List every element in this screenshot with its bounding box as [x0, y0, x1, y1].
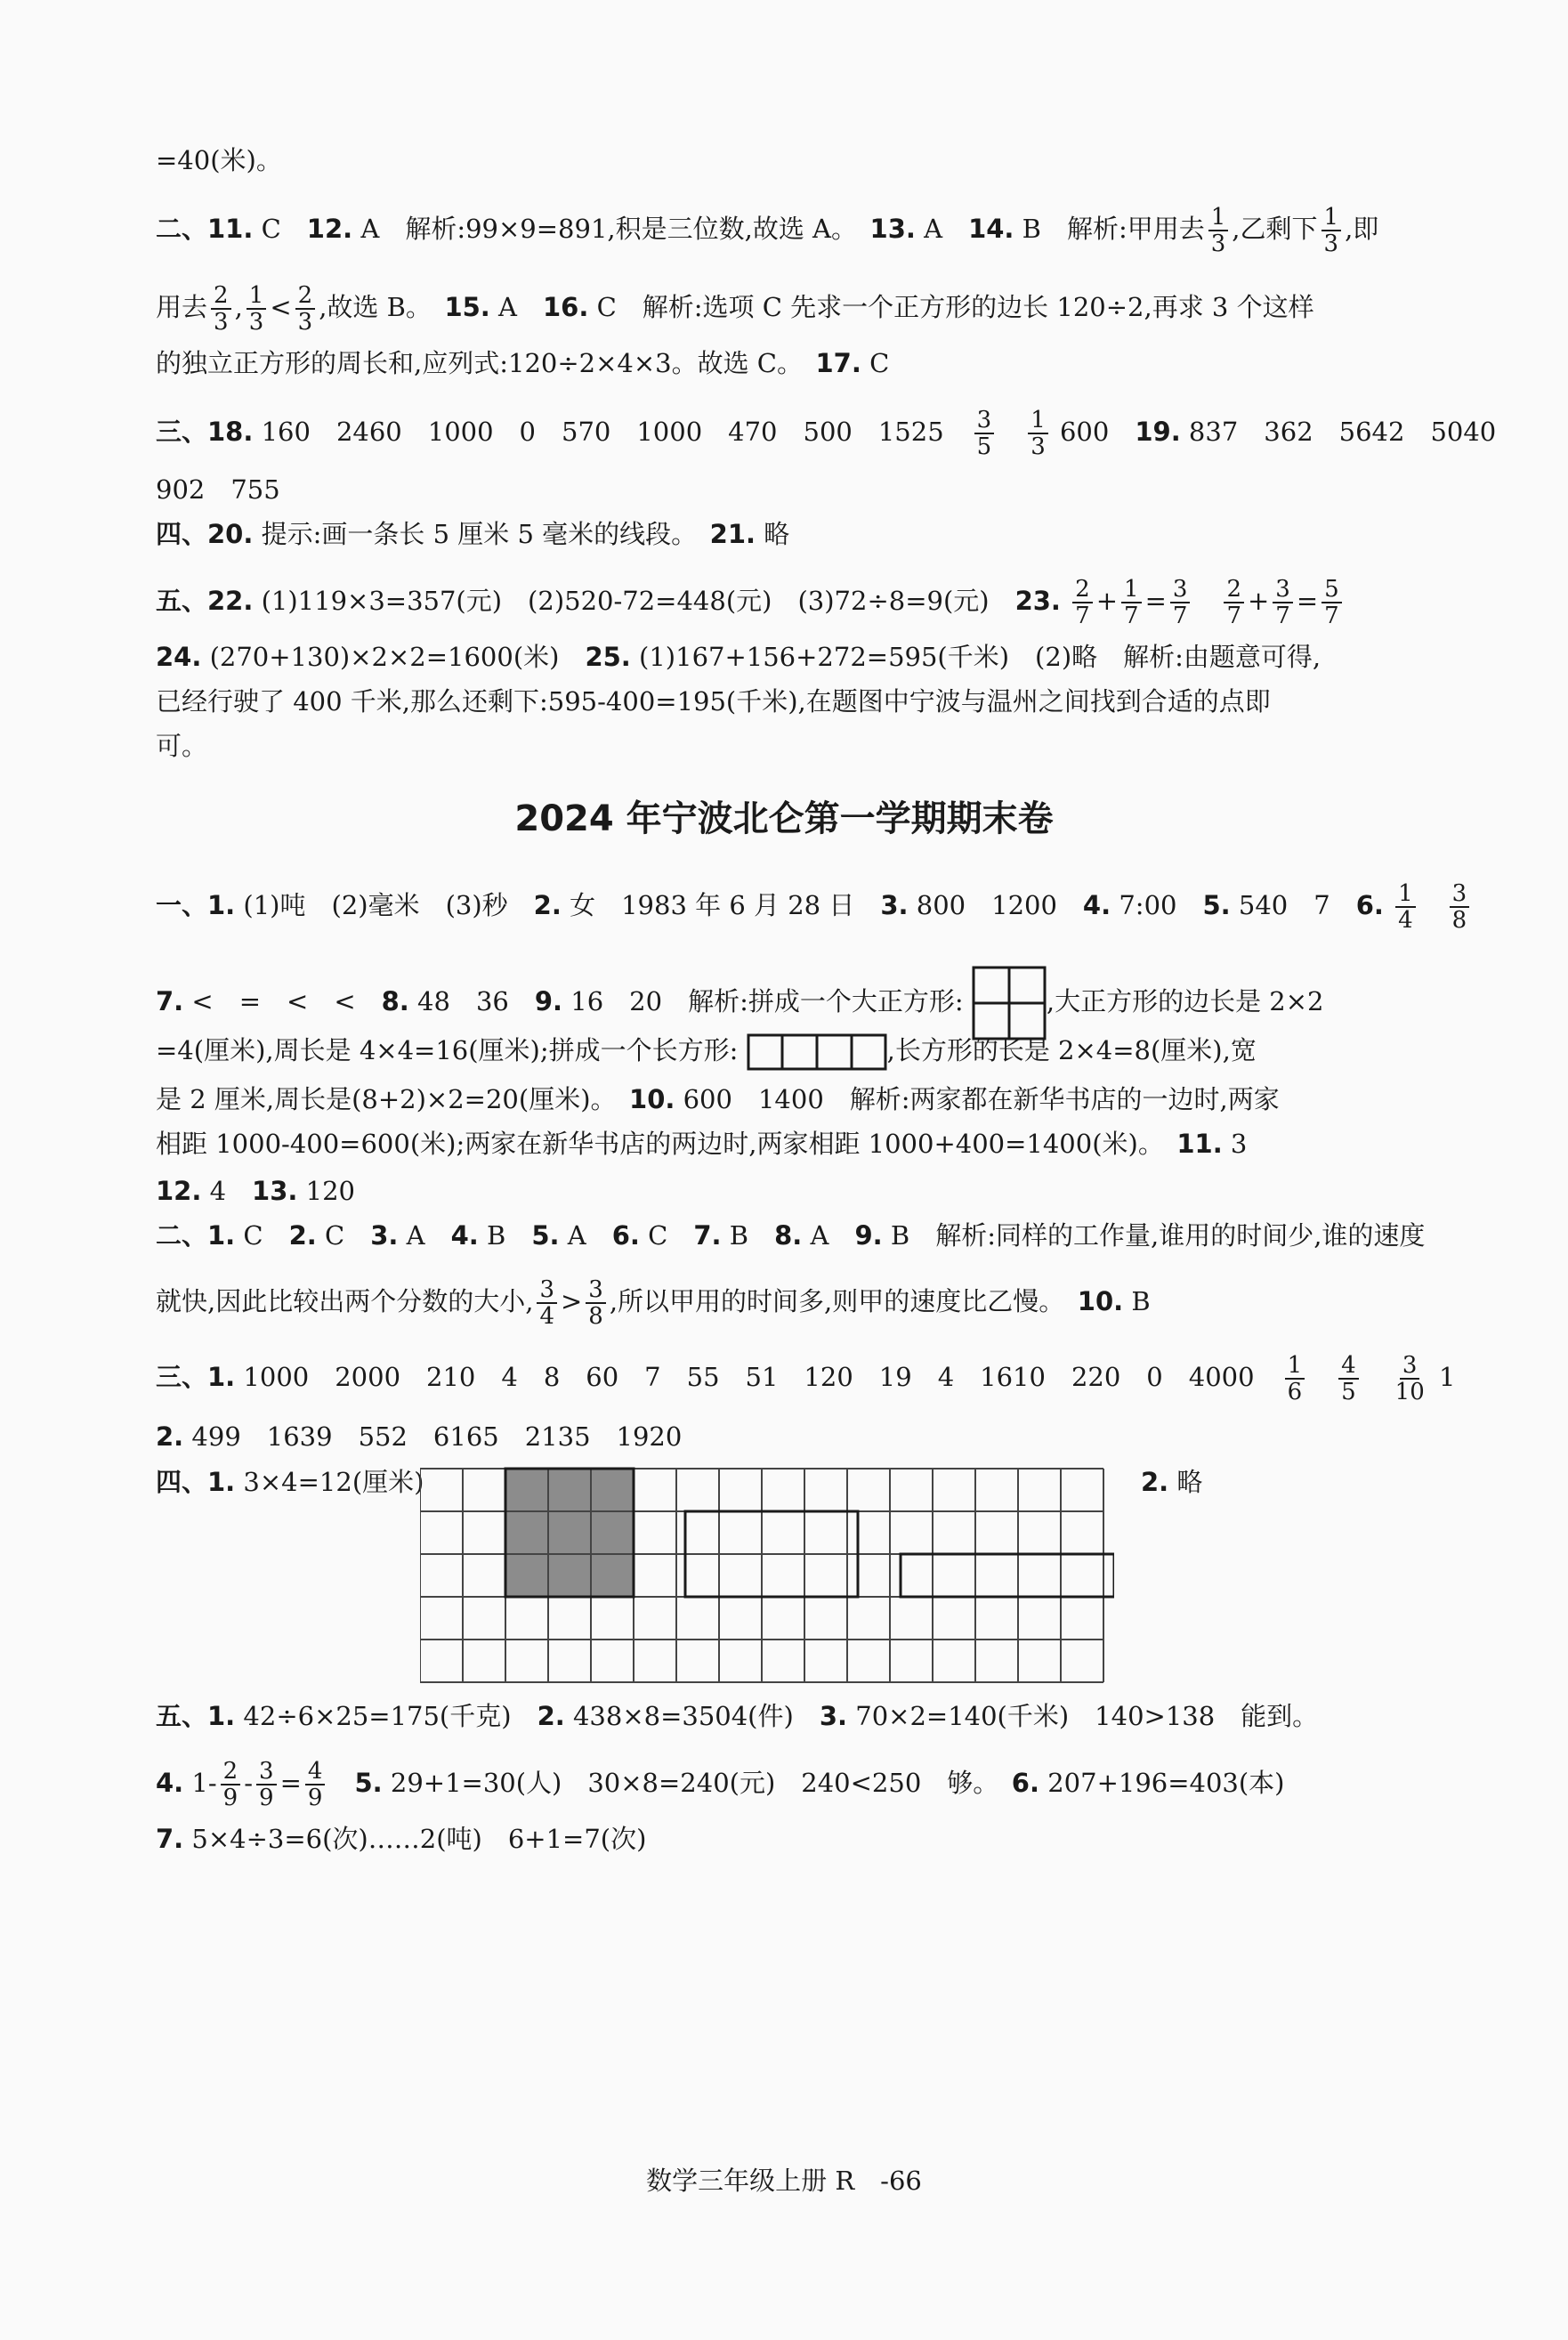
q-number: 四、20. [156, 519, 254, 549]
answer: 用去 [156, 292, 208, 322]
answer: 16 20 解析:拼成一个大正方形: [562, 986, 964, 1016]
answer: B 解析:同样的工作量,谁用的时间少,谁的速度 [882, 1220, 1426, 1251]
answer: 70×2=140(千米) 140>138 能到。 [847, 1701, 1319, 1731]
answer: ,大正方形的边长是 2×2 [1046, 986, 1324, 1016]
text-line [156, 1759, 1285, 1810]
q-number: 3. [370, 1220, 399, 1251]
text-line [156, 1821, 646, 1857]
q-number: 2. [533, 890, 562, 920]
answer: 1 [1430, 1362, 1456, 1392]
answer: 相距 1000-400=600(米);两家在新华书店的两边时,两家相距 1000+400=1400(米)。 [156, 1129, 1177, 1159]
text: + [1095, 586, 1119, 616]
q-number: 15. [444, 292, 490, 322]
fraction: $\frac{2}{7}$ [1224, 577, 1244, 628]
q-number: 13. [869, 214, 916, 244]
text: > [560, 1286, 583, 1316]
q-number: 6. [611, 1220, 640, 1251]
answer: 7:00 [1111, 890, 1203, 920]
answer: C [253, 214, 307, 244]
text-line [156, 1464, 424, 1500]
q-number: 7. [156, 986, 184, 1016]
answer: B 解析:甲用去 [1014, 214, 1205, 244]
q-number: 2. [156, 1421, 184, 1452]
answer: B [1123, 1286, 1151, 1316]
text-line [1141, 1464, 1202, 1500]
q-number: 9. [534, 986, 563, 1016]
answer: 已经行驶了 400 千米,那么还剩下:595-400=195(千米),在题图中宁波与温州之间找到合适的点即 [156, 686, 1271, 717]
answer: 是 2 厘米,周长是(8+2)×2=20(厘米)。 [156, 1084, 630, 1114]
q-number: 四、1. [156, 1467, 236, 1497]
answer: (270+130)×2×2=1600(米) [201, 642, 586, 672]
answer: 略 [756, 519, 790, 549]
answer: (1)167+156+272=595(千米) (2)略 解析:由题意可得, [630, 642, 1321, 672]
q-number: 五、1. [156, 1701, 236, 1731]
fraction: $\frac{1}{7}$ [1121, 577, 1142, 628]
answer: A [489, 292, 543, 322]
q-number: 23. [1014, 586, 1061, 616]
q-number: 25. [585, 642, 631, 672]
grid-figure [420, 1467, 1114, 1688]
text-line [156, 684, 1271, 719]
answer: 837 362 5642 5040 [1180, 417, 1497, 447]
answer: 就快,因此比较出两个分数的大小, [156, 1286, 534, 1316]
answer: A [915, 214, 969, 244]
answer: 160 2460 1000 0 570 1000 470 500 1525 [253, 417, 944, 447]
fraction: $\frac{1}{3}$ [1028, 408, 1048, 459]
answer: C [235, 1220, 289, 1251]
text-line [156, 408, 1496, 459]
rectangle-grid-icon [747, 1033, 887, 1071]
q-number: 10. [629, 1084, 675, 1114]
text-line [156, 639, 1321, 675]
q-number: 二、1. [156, 1220, 236, 1251]
q-number: 8. [774, 1220, 803, 1251]
text: = [279, 1768, 302, 1798]
fraction: $\frac{4}{9}$ [305, 1759, 326, 1810]
answer: A [559, 1220, 612, 1251]
answer: 499 1639 552 6165 2135 1920 [183, 1421, 683, 1452]
answer: 5×4÷3=6(次)……2(吨) 6+1=7(次) [183, 1824, 647, 1854]
q-number: 3. [819, 1701, 848, 1731]
fraction: $\frac{3}{5}$ [974, 408, 995, 459]
answer: 600 1400 解析:两家都在新华书店的一边时,两家 [675, 1084, 1280, 1114]
page-footer: 数学三年级上册 R -66 [646, 2166, 922, 2196]
answer: ,所以甲用的时间多,则甲的速度比乙慢。 [609, 1286, 1078, 1316]
text-line [156, 142, 282, 178]
q-number: 6. [1355, 890, 1384, 920]
q-number: 三、1. [156, 1362, 236, 1392]
q-number: 6. [1011, 1768, 1039, 1798]
fraction: $\frac{2}{3}$ [295, 283, 316, 335]
text-line [156, 577, 1346, 628]
answer: (1)119×3=357(元) (2)520-72=448(元) (3)72÷8=9(元) [253, 586, 1015, 616]
answer: 的独立正方形的周长和,应列式:120÷2×4×3。故选 C。 [156, 348, 816, 378]
text-line [156, 205, 1378, 256]
answer: 29+1=30(人) 30×8=240(元) 240<250 够。 [382, 1768, 1012, 1798]
answer: 207+196=403(本) [1039, 1768, 1285, 1798]
q-number: 5. [1202, 890, 1231, 920]
text [328, 1768, 354, 1798]
q-number: 4. [156, 1768, 184, 1798]
q-number: 五、22. [156, 586, 254, 616]
text: = [1296, 586, 1319, 616]
text-line [156, 966, 1324, 1040]
q-number: 2. [1141, 1467, 1169, 1497]
answer: 800 1200 [908, 890, 1083, 920]
answer: < = < < [183, 986, 382, 1016]
q-number: 5. [531, 1220, 560, 1251]
answer: 女 1983 年 6 月 28 日 [561, 890, 881, 920]
text-line [156, 1353, 1455, 1405]
answer: C [639, 1220, 694, 1251]
q-number: 5. [354, 1768, 383, 1798]
text-line [156, 1277, 1151, 1329]
answer: 3 [1222, 1129, 1248, 1159]
text-line [156, 1081, 1280, 1117]
text-line [156, 728, 207, 764]
text-line [156, 283, 1314, 335]
answer: A [802, 1220, 855, 1251]
text-line [156, 472, 280, 507]
q-number: 2. [288, 1220, 317, 1251]
q-number: 二、11. [156, 214, 254, 244]
q-number: 9. [854, 1220, 883, 1251]
q-number: 一、1. [156, 890, 236, 920]
fraction: $\frac{5}{7}$ [1321, 577, 1342, 628]
answer: 600 [1051, 417, 1136, 447]
answer: 提示:画一条长 5 厘米 5 毫米的线段。 [253, 519, 710, 549]
q-number: 7. [156, 1824, 184, 1854]
fraction: $\frac{1}{4}$ [1395, 881, 1416, 933]
answer: 540 7 [1230, 890, 1356, 920]
fraction: $\frac{3}{8}$ [586, 1277, 606, 1329]
fraction: $\frac{1}{3}$ [1321, 205, 1342, 256]
q-number: 4. [1082, 890, 1111, 920]
answer: ,乙剩下 [1232, 214, 1318, 244]
fraction: $\frac{3}{7}$ [1273, 577, 1293, 628]
answer: C 解析:选项 C 先求一个正方形的边长 120÷2,再求 3 个这样 [588, 292, 1314, 322]
answer: A [398, 1220, 451, 1251]
answer: 1- [183, 1768, 217, 1798]
q-number: 12. [156, 1176, 202, 1206]
square-grid-icon [972, 966, 1047, 1040]
q-number: 8. [381, 986, 409, 1016]
fraction: $\frac{3}{4}$ [537, 1277, 557, 1329]
answer: B [478, 1220, 532, 1251]
fraction: $\frac{2}{3}$ [211, 283, 231, 335]
answer: 438×8=3504(件) [564, 1701, 820, 1731]
answer: (1)吨 (2)毫米 (3)秒 [235, 890, 534, 920]
answer: C [861, 348, 890, 378]
answer: 4 [201, 1176, 253, 1206]
fraction: $\frac{2}{7}$ [1072, 577, 1093, 628]
text: < [270, 292, 292, 322]
fraction: $\frac{2}{9}$ [221, 1759, 241, 1810]
answer: 902 755 [156, 474, 280, 505]
fraction: $\frac{1}{3}$ [247, 283, 267, 335]
section-title: 2024 年宁波北仑第一学期期末卷 [514, 798, 1054, 839]
answer: ,即 [1345, 214, 1379, 244]
q-number: 4. [450, 1220, 479, 1251]
text: + [1247, 586, 1270, 616]
answer: 48 36 [408, 986, 535, 1016]
text-line [156, 345, 889, 381]
shaded-square [505, 1469, 634, 1597]
q-number: 13. [252, 1176, 298, 1206]
fraction: $\frac{3}{7}$ [1170, 577, 1191, 628]
q-number: 17. [815, 348, 861, 378]
fraction: $\frac{1}{6}$ [1285, 1353, 1305, 1405]
answer: B [721, 1220, 775, 1251]
text-line [156, 1032, 1257, 1071]
text-line [156, 1698, 1318, 1734]
q-number: 7. [693, 1220, 722, 1251]
answer: =4(厘米),周长是 4×4=16(厘米);拼成一个长方形: [156, 1035, 739, 1065]
q-number: 10. [1077, 1286, 1124, 1316]
text: = [1144, 586, 1167, 616]
q-number: 三、18. [156, 417, 254, 447]
q-number: 12. [306, 214, 353, 244]
answer: 3×4=12(厘米) [235, 1467, 424, 1497]
fraction: $\frac{3}{8}$ [1450, 881, 1470, 933]
answer: ,长方形的长是 2×4=8(厘米),宽 [886, 1035, 1257, 1065]
answer: 可。 [156, 731, 208, 761]
fraction: $\frac{3}{10}$ [1394, 1352, 1425, 1405]
fraction: $\frac{3}{9}$ [256, 1759, 277, 1810]
q-number: 11. [1176, 1129, 1223, 1159]
text: =40(米)。 [156, 145, 282, 175]
answer: 120 [297, 1176, 355, 1206]
answer: C [316, 1220, 371, 1251]
text-line [156, 881, 1473, 933]
q-number: 19. [1135, 417, 1181, 447]
q-number: 24. [156, 642, 202, 672]
fraction: $\frac{4}{5}$ [1338, 1353, 1359, 1405]
answer: ,故选 B。 [319, 292, 445, 322]
text-line [156, 1126, 1247, 1162]
answer: 42÷6×25=175(千克) [235, 1701, 537, 1731]
text: - [244, 1768, 254, 1798]
text-line [156, 516, 789, 552]
q-number: 14. [968, 214, 1014, 244]
q-number: 21. [709, 519, 756, 549]
q-number: 2. [537, 1701, 565, 1731]
q-number: 16. [542, 292, 589, 322]
answer: 1000 2000 210 4 8 60 7 55 51 120 19 4 1610 220 0 4000 [235, 1362, 1255, 1392]
q-number: 3. [880, 890, 909, 920]
text-line [156, 1218, 1425, 1253]
answer: A 解析:99×9=891,积是三位数,故选 A。 [352, 214, 870, 244]
text-line [156, 1173, 355, 1209]
answer: 略 [1168, 1467, 1203, 1497]
text-line [156, 1419, 682, 1454]
fraction: $\frac{1}{3}$ [1208, 205, 1229, 256]
text: , [234, 292, 243, 322]
